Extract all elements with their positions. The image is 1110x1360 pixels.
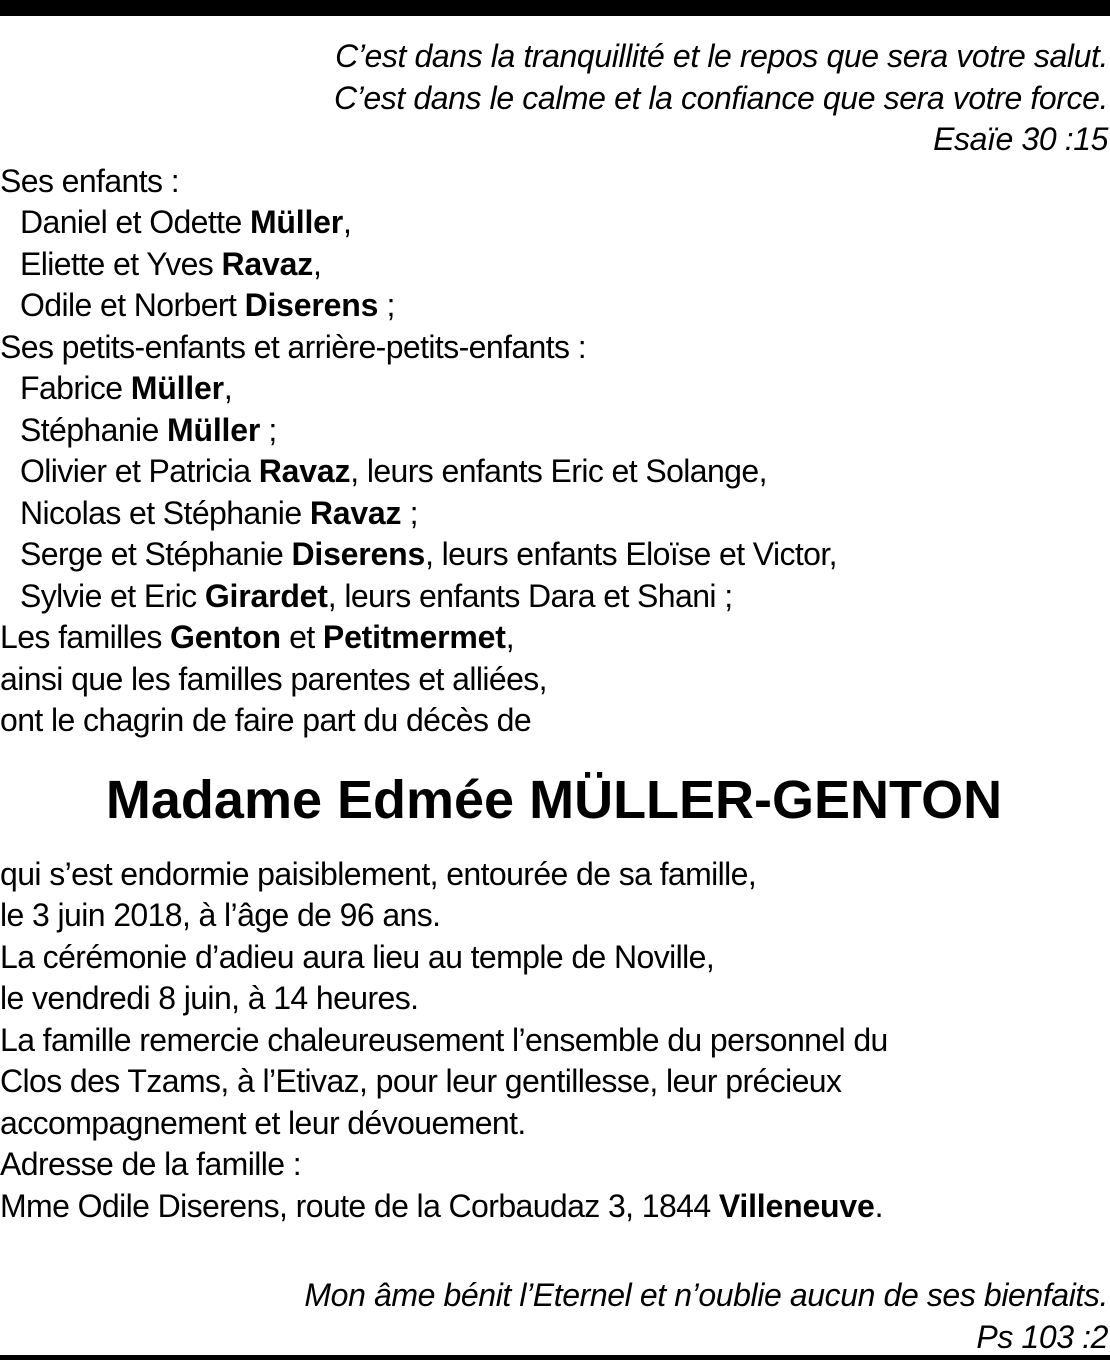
address-suffix: . (874, 1187, 883, 1224)
grandchild-suffix: , leurs enfants Eloïse et Victor, (425, 536, 837, 572)
obituary-notice (0, 16, 1108, 1358)
grandchild-entry (0, 451, 1108, 493)
grandchild-given-names: Olivier et Patricia (20, 453, 259, 489)
family-address (0, 1186, 1108, 1228)
child-given-names: Odile et Norbert (20, 287, 245, 323)
child-suffix: ; (378, 287, 395, 323)
spacer (0, 1227, 1108, 1275)
grandchild-surname: Ravaz (309, 494, 402, 531)
grandchild-given-names: Serge et Stéphanie (20, 536, 292, 572)
grandchild-given-names: Nicolas et Stéphanie (20, 494, 310, 531)
detail-line: Clos des Tzams, à l’Etivaz, pour leur gentillesse, leur précieux (0, 1063, 842, 1099)
deceased-name: Madame Edmée MÜLLER-GENTON (105, 769, 1003, 830)
child-given-names: Eliette et Yves (20, 245, 222, 282)
top-verse (0, 16, 1108, 161)
grandchild-entry (0, 576, 1108, 618)
top-verse-line-2: C’est dans le calme et la confiance que sera votre force. (333, 79, 1108, 116)
family-list (0, 161, 1108, 742)
address-heading: Adresse de la famille : (0, 1146, 302, 1182)
child-entry (0, 244, 1108, 286)
grandchild-suffix: , leurs enfants Dara et Shani ; (327, 577, 733, 614)
grandchildren-heading: Ses petits-enfants et arrière-petits-enfants : (0, 328, 587, 365)
grandchild-entry (0, 410, 1108, 452)
child-entry (0, 202, 1108, 244)
family-name-petitmermet: Petitmermet (322, 619, 506, 655)
grandchild-surname: Müller (167, 411, 261, 448)
grandchild-surname: Müller (130, 370, 224, 406)
top-border-rule (0, 0, 1110, 16)
child-given-names: Daniel et Odette (20, 204, 250, 240)
announcement-line: ont le chagrin de faire part du décès de (0, 702, 532, 738)
address-city: Villeneuve (718, 1187, 875, 1224)
grandchild-given-names: Fabrice (20, 370, 131, 406)
grandchild-suffix: ; (260, 411, 277, 448)
detail-line: La famille remercie chaleureusement l’ensemble du personnel du (0, 1021, 888, 1058)
grandchild-suffix: , leurs enfants Eric et Solange, (350, 453, 767, 489)
child-entry (0, 285, 1108, 327)
grandchild-entry (0, 368, 1108, 410)
families-suffix: , (505, 619, 514, 655)
grandchild-given-names: Stéphanie (20, 411, 168, 448)
families-line (0, 617, 1108, 659)
families-conjunction: et (280, 619, 323, 655)
child-suffix: , (313, 245, 322, 282)
child-suffix: , (343, 204, 352, 240)
detail-line: La cérémonie d’adieu aura lieu au temple de Noville, (0, 938, 715, 975)
grandchild-entry (0, 493, 1108, 535)
grandchild-suffix: , (223, 370, 233, 406)
child-surname: Diserens (244, 287, 379, 323)
bottom-border-rule (0, 1355, 1110, 1360)
families-prefix: Les familles (0, 619, 171, 655)
child-surname: Ravaz (221, 245, 314, 282)
detail-line: qui s’est endormie paisiblement, entourée de sa famille, (0, 855, 757, 892)
grandchild-surname: Diserens (291, 536, 426, 572)
address-street: Mme Odile Diserens, route de la Corbaudaz 3, 1844 (0, 1187, 719, 1224)
ceremony-details (0, 854, 1108, 1228)
grandchild-entry (0, 534, 1108, 576)
children-heading: Ses enfants : (0, 162, 179, 199)
grandchild-given-names: Sylvie et Eric (20, 577, 205, 614)
grandchild-surname: Ravaz (258, 453, 351, 489)
top-verse-reference: Esaïe 30 :15 (933, 121, 1108, 157)
child-surname: Müller (249, 204, 343, 240)
relatives-line: ainsi que les familles parentes et alliées, (0, 660, 547, 697)
bottom-verse (0, 1275, 1108, 1358)
grandchild-suffix: ; (401, 494, 418, 531)
detail-line: le 3 juin 2018, à l’âge de 96 ans. (0, 897, 441, 933)
top-verse-line-1: C’est dans la tranquillité et le repos que sera votre salut. (335, 38, 1108, 74)
bottom-verse-reference: Ps 103 :2 (976, 1318, 1108, 1355)
grandchild-surname: Girardet (204, 577, 328, 614)
family-name-genton: Genton (170, 619, 281, 655)
bottom-verse-line: Mon âme bénit l’Eternel et n’oublie aucun de ses bienfaits. (304, 1277, 1108, 1313)
detail-line: accompagnement et leur dévouement. (0, 1104, 526, 1141)
detail-line: le vendredi 8 juin, à 14 heures. (0, 980, 419, 1016)
